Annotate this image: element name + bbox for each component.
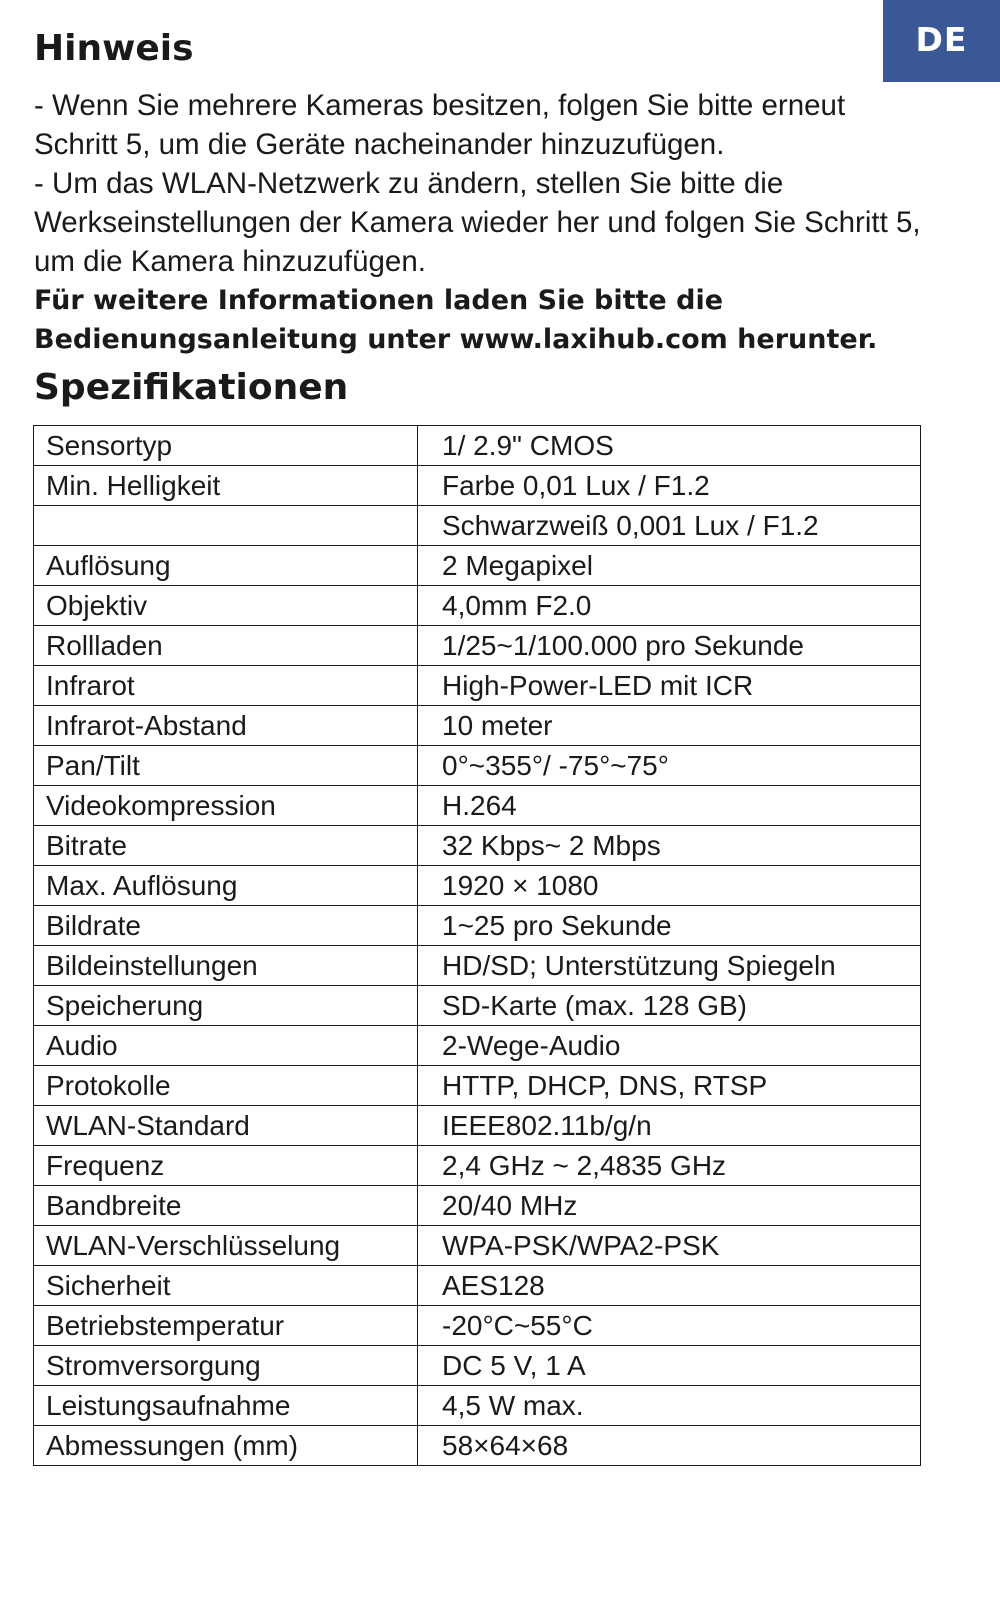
note-line: - Wenn Sie mehrere Kameras besitzen, folgen Sie bitte erneut Schritt 5, um die Geräte nacheinander hinzuzufügen. bbox=[34, 89, 846, 161]
table-row bbox=[34, 1426, 921, 1466]
spec-label: Betriebstemperatur bbox=[34, 1306, 418, 1346]
table-row bbox=[34, 706, 921, 746]
spec-label: Auflösung bbox=[34, 546, 418, 586]
spec-value: IEEE802.11b/g/n bbox=[418, 1106, 921, 1146]
table-row bbox=[34, 786, 921, 826]
table-row bbox=[34, 1266, 921, 1306]
note-heading: Hinweis bbox=[34, 28, 194, 69]
spec-value: 1/ 2.9" CMOS bbox=[418, 426, 921, 466]
spec-label: WLAN-Verschlüsselung bbox=[34, 1226, 418, 1266]
table-row bbox=[34, 1306, 921, 1346]
spec-label: Sensortyp bbox=[34, 426, 418, 466]
spec-value: -20°C~55°C bbox=[418, 1306, 921, 1346]
spec-value: DC 5 V, 1 A bbox=[418, 1346, 921, 1386]
spec-value: 2,4 GHz ~ 2,4835 GHz bbox=[418, 1146, 921, 1186]
spec-label: Bildrate bbox=[34, 906, 418, 946]
table-row bbox=[34, 746, 921, 786]
spec-value: 20/40 MHz bbox=[418, 1186, 921, 1226]
spec-value: Schwarzweiß 0,001 Lux / F1.2 bbox=[418, 506, 921, 546]
spec-value: AES128 bbox=[418, 1266, 921, 1306]
note-body bbox=[34, 86, 934, 359]
table-row bbox=[34, 986, 921, 1026]
spec-heading: Spezifikationen bbox=[34, 367, 349, 408]
spec-label: Stromversorgung bbox=[34, 1346, 418, 1386]
spec-label: Min. Helligkeit bbox=[34, 466, 418, 506]
table-row bbox=[34, 546, 921, 586]
table-row bbox=[34, 866, 921, 906]
spec-label: Infrarot bbox=[34, 666, 418, 706]
spec-table bbox=[33, 425, 921, 1466]
spec-label: Leistungsaufnahme bbox=[34, 1386, 418, 1426]
table-row bbox=[34, 1026, 921, 1066]
spec-label: Sicherheit bbox=[34, 1266, 418, 1306]
table-row bbox=[34, 1186, 921, 1226]
spec-value: Farbe 0,01 Lux / F1.2 bbox=[418, 466, 921, 506]
spec-label: Rollladen bbox=[34, 626, 418, 666]
spec-value: SD-Karte (max. 128 GB) bbox=[418, 986, 921, 1026]
spec-label: Bandbreite bbox=[34, 1186, 418, 1226]
spec-value: 4,0mm F2.0 bbox=[418, 586, 921, 626]
spec-label: Pan/Tilt bbox=[34, 746, 418, 786]
spec-value: 58×64×68 bbox=[418, 1426, 921, 1466]
spec-label: Abmessungen (mm) bbox=[34, 1426, 418, 1466]
spec-value: 1/25~1/100.000 pro Sekunde bbox=[418, 626, 921, 666]
table-row bbox=[34, 1106, 921, 1146]
spec-label: Speicherung bbox=[34, 986, 418, 1026]
note-line: - Um das WLAN-Netzwerk zu ändern, stellen Sie bitte die Werkseinstellungen der Kamera wieder her und folgen Sie Schritt 5, um die Kamera hinzuzufügen. bbox=[34, 167, 921, 278]
table-row bbox=[34, 586, 921, 626]
spec-label: Videokompression bbox=[34, 786, 418, 826]
spec-value: 1~25 pro Sekunde bbox=[418, 906, 921, 946]
spec-value: 2-Wege-Audio bbox=[418, 1026, 921, 1066]
spec-value: High-Power-LED mit ICR bbox=[418, 666, 921, 706]
table-row bbox=[34, 666, 921, 706]
spec-label: WLAN-Standard bbox=[34, 1106, 418, 1146]
spec-value: HTTP, DHCP, DNS, RTSP bbox=[418, 1066, 921, 1106]
spec-label: Bildeinstellungen bbox=[34, 946, 418, 986]
spec-label: Frequenz bbox=[34, 1146, 418, 1186]
table-row bbox=[34, 1346, 921, 1386]
spec-label: Bitrate bbox=[34, 826, 418, 866]
table-row bbox=[34, 506, 921, 546]
spec-value: 1920 × 1080 bbox=[418, 866, 921, 906]
spec-label: Protokolle bbox=[34, 1066, 418, 1106]
table-row bbox=[34, 466, 921, 506]
spec-label: Max. Auflösung bbox=[34, 866, 418, 906]
spec-value: 0°~355°/ -75°~75° bbox=[418, 746, 921, 786]
language-tab: DE bbox=[883, 0, 1000, 82]
spec-value: 10 meter bbox=[418, 706, 921, 746]
spec-value: WPA-PSK/WPA2-PSK bbox=[418, 1226, 921, 1266]
spec-value: 4,5 W max. bbox=[418, 1386, 921, 1426]
spec-value: H.264 bbox=[418, 786, 921, 826]
note-more-info: Für weitere Informationen laden Sie bitte die Bedienungsanleitung unter www.laxihub.com herunter. bbox=[34, 285, 878, 355]
spec-value: HD/SD; Unterstützung Spiegeln bbox=[418, 946, 921, 986]
table-row bbox=[34, 946, 921, 986]
spec-value: 32 Kbps~ 2 Mbps bbox=[418, 826, 921, 866]
table-row bbox=[34, 906, 921, 946]
table-row bbox=[34, 626, 921, 666]
spec-value: 2 Megapixel bbox=[418, 546, 921, 586]
spec-label: Objektiv bbox=[34, 586, 418, 626]
spec-label: Audio bbox=[34, 1026, 418, 1066]
table-row bbox=[34, 1066, 921, 1106]
table-row bbox=[34, 826, 921, 866]
spec-label bbox=[34, 506, 418, 546]
table-row bbox=[34, 426, 921, 466]
table-row bbox=[34, 1386, 921, 1426]
table-row bbox=[34, 1146, 921, 1186]
table-row bbox=[34, 1226, 921, 1266]
spec-label: Infrarot-Abstand bbox=[34, 706, 418, 746]
